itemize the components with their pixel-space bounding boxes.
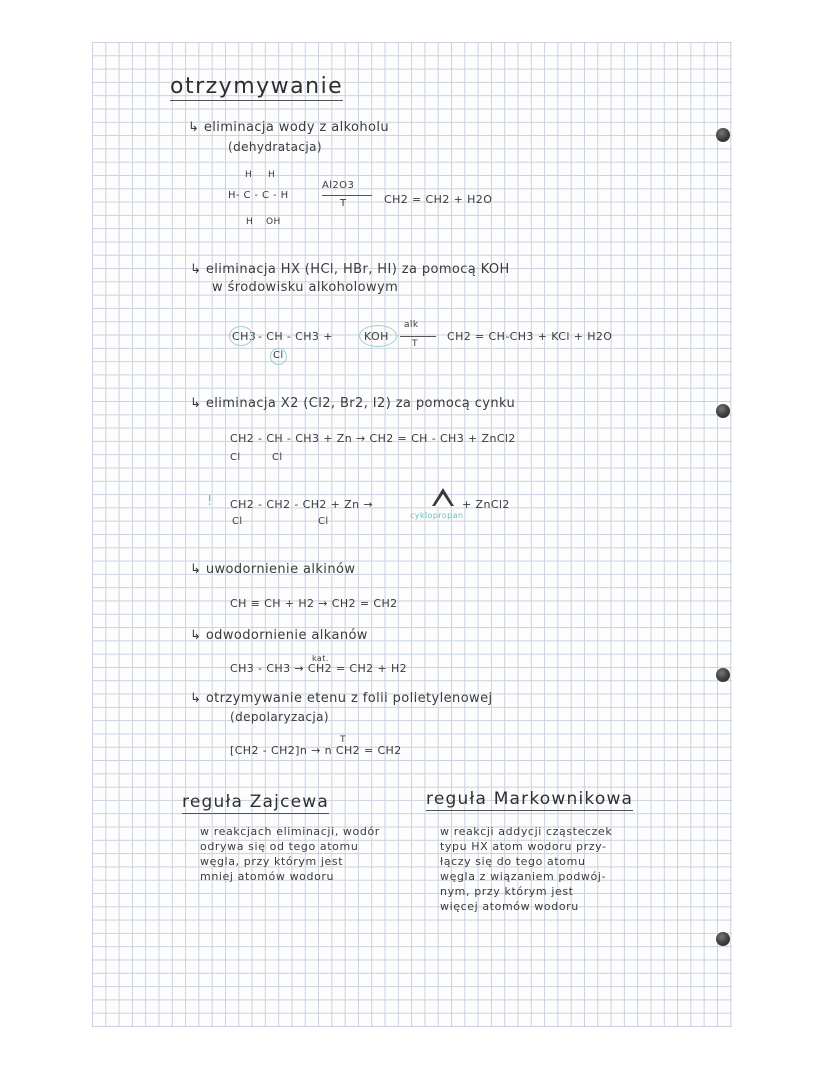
markownikow-rule-text	[440, 824, 612, 914]
zajcew-rule-text	[200, 824, 380, 884]
equation: [CH2 - CH2]n → n CH2 = CH2	[230, 744, 402, 757]
section-1-subheading: (dehydratacja)	[228, 140, 322, 154]
product-formula: CH2 = CH-CH3 + KCl + H2O	[447, 330, 613, 343]
equation: CH ≡ CH + H2 → CH2 = CH2	[230, 597, 398, 610]
section-3-heading: ↳ eliminacja X2 (Cl2, Br2, I2) za pomocą cynku	[190, 396, 516, 411]
section-1-heading: ↳ eliminacja wody z alkoholu	[188, 120, 390, 135]
product-formula: CH2 = CH2 + H2O	[384, 193, 493, 206]
graph-paper-sheet	[92, 42, 732, 1027]
section-6-subheading: (depolaryzacja)	[230, 710, 329, 724]
reaction-arrow	[322, 195, 372, 196]
catalyst-label: Al2O3	[322, 180, 355, 191]
substituent-cl: Cl	[230, 452, 241, 463]
rule-line: nym, przy którym jest	[440, 885, 574, 898]
rule-line: w reakcji addycji cząsteczek	[440, 825, 613, 838]
reaction-arrow	[400, 336, 436, 337]
condition-label: T	[340, 198, 347, 209]
section-2-subheading: w środowisku alkoholowym	[212, 280, 399, 295]
exclamation-mark: !	[207, 494, 213, 509]
formula-h-top-1: H	[245, 170, 253, 180]
condition-label: T	[340, 735, 346, 745]
rule-line: mniej atomów wodoru	[200, 870, 335, 883]
triangle-inner	[435, 494, 451, 506]
rule-line: typu HX atom wodoru przy-	[440, 840, 607, 853]
binder-hole	[716, 404, 730, 418]
markownikow-rule-title: reguła Markownikowa	[426, 789, 634, 809]
binder-hole	[716, 128, 730, 142]
substituent-cl: Cl	[318, 516, 329, 527]
substituent-cl: Cl	[232, 516, 243, 527]
page-title: otrzymywanie	[170, 74, 344, 99]
section-4-heading: ↳ uwodornienie alkinów	[190, 562, 356, 577]
formula-h-top-2: H	[268, 170, 276, 180]
equation: CH3 - CH3 → CH2 = CH2 + H2	[230, 662, 408, 675]
rule-line: odrywa się od tego atomu	[200, 840, 359, 853]
substituent-cl: Cl	[272, 452, 283, 463]
condition-label: T	[412, 339, 418, 349]
section-2-heading: ↳ eliminacja HX (HCl, HBr, HI) za pomocą KOH	[190, 262, 510, 277]
formula-h-bottom: H	[246, 217, 254, 227]
cyclopropane-note: cyklopropan	[410, 511, 464, 520]
reactant-koh: KOH	[364, 330, 389, 343]
highlight-circle	[229, 326, 253, 346]
rule-line: więcej atomów wodoru	[440, 900, 579, 913]
section-6-heading: ↳ otrzymywanie etenu z folii polietylenowej	[190, 691, 493, 706]
rule-line: węgla z wiązaniem podwój-	[440, 870, 607, 883]
catalyst-label: kat.	[312, 654, 329, 663]
rule-line: łączy się do tego atomu	[440, 855, 586, 868]
zajcew-rule-title: reguła Zajcewa	[182, 792, 330, 812]
substituent-cl: Cl	[273, 350, 284, 361]
equation-2-product: + ZnCl2	[462, 498, 510, 511]
equation-1: CH2 - CH - CH3 + Zn → CH2 = CH - CH3 + ZnCl2	[230, 432, 516, 445]
formula-oh-bottom: OH	[266, 217, 281, 227]
binder-hole	[716, 668, 730, 682]
section-5-heading: ↳ odwodornienie alkanów	[190, 628, 368, 643]
highlight-circle	[359, 325, 397, 347]
catalyst-label: alk	[404, 320, 419, 330]
equation-2: CH2 - CH2 - CH2 + Zn →	[230, 498, 374, 511]
formula-main-row: H- C - C - H	[228, 190, 289, 201]
binder-hole	[716, 932, 730, 946]
reactant-ch3: CH3	[232, 330, 257, 343]
rule-line: węgla, przy którym jest	[200, 855, 344, 868]
reactant-chain: - CH - CH3 +	[258, 330, 333, 343]
rule-line: w reakcjach eliminacji, wodór	[200, 825, 380, 838]
